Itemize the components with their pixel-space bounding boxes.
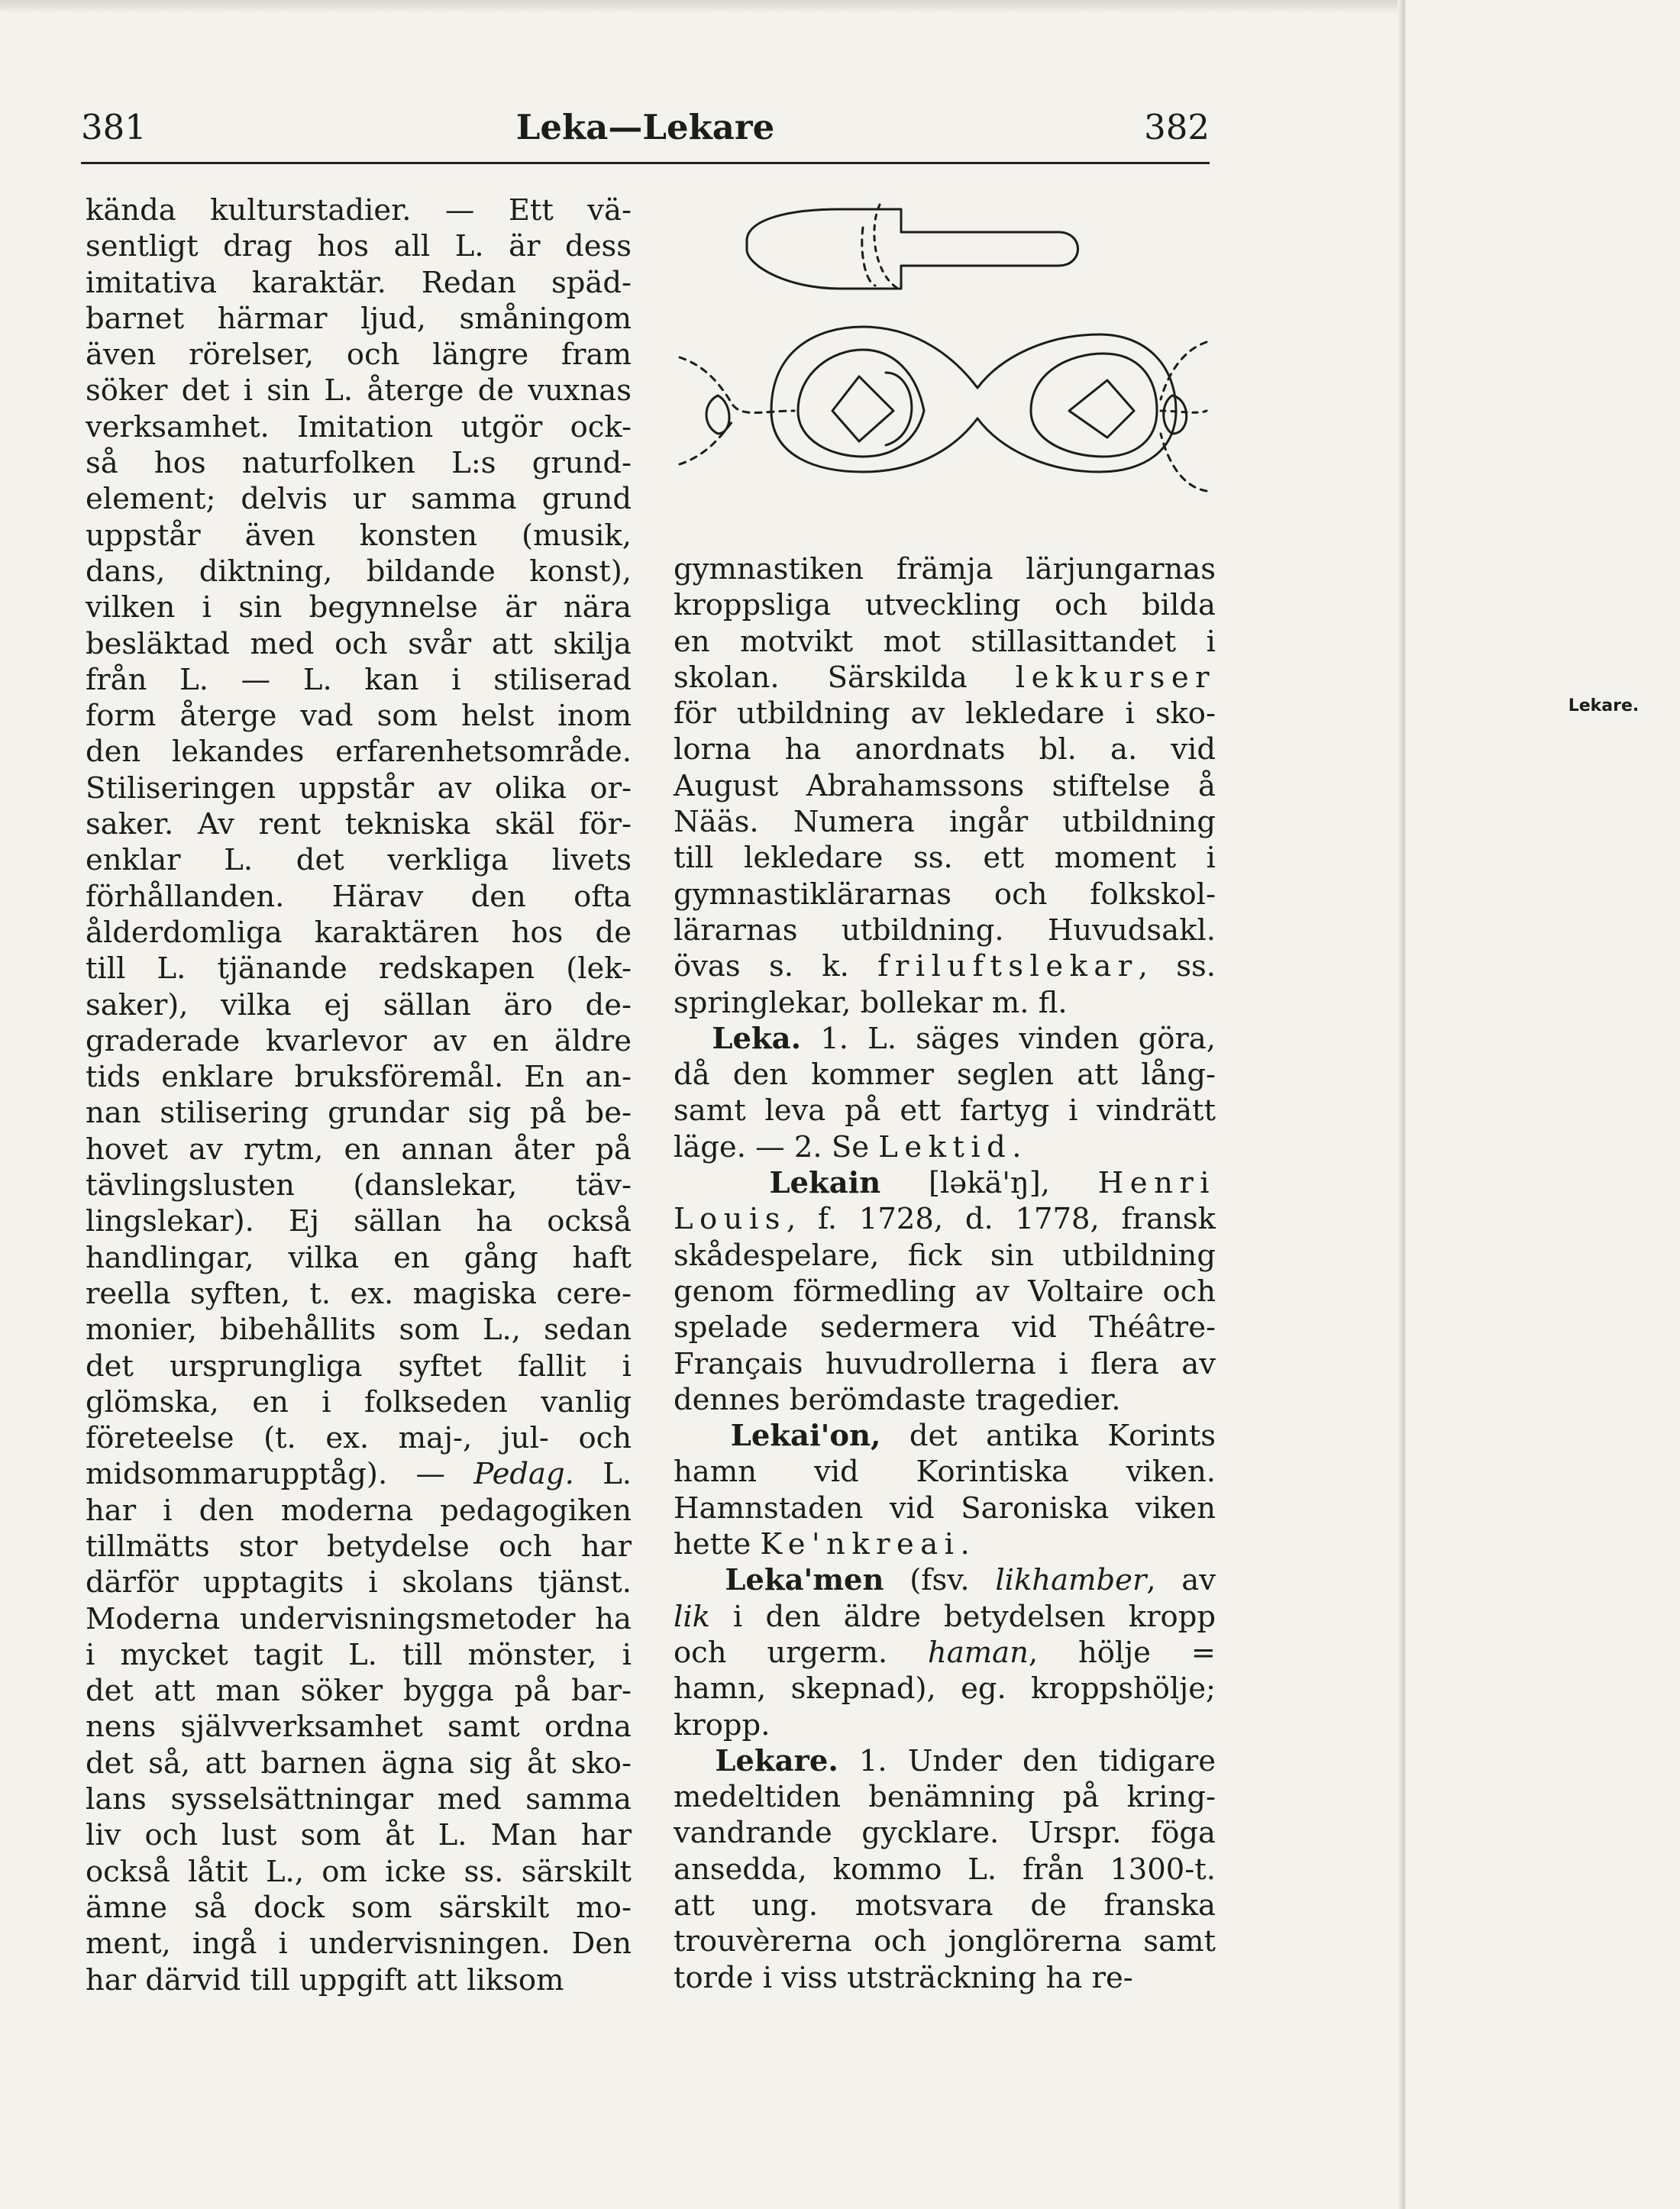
text-line: hamn, skepnad), eg. kroppshölje; <box>674 1671 1216 1707</box>
entry-lekaion <box>674 1418 1216 1454</box>
text-line: vandrande gycklare. Urspr. föga <box>674 1816 1216 1851</box>
left-triangle <box>832 376 893 441</box>
text-line <box>674 1526 1216 1562</box>
italic-reference: Pedag. <box>473 1457 574 1492</box>
text-segment: 1. L. säges vinden göra, <box>801 1021 1216 1056</box>
text-line <box>674 1635 1216 1671</box>
headword: Leka'men <box>725 1563 884 1598</box>
text-line: har därvid till uppgift att liksom <box>86 1962 564 1997</box>
text-segment: och urgerm. <box>674 1635 928 1670</box>
text-line: den lekandes erfarenhetsområde. <box>86 735 632 770</box>
right-triangle <box>1069 380 1134 438</box>
text-line: skådespelare, fick sin utbildning <box>674 1238 1216 1273</box>
text-segment: midsommarupptåg). — <box>86 1457 474 1492</box>
text-line: reella syften, t. ex. magiska cere- <box>86 1276 632 1311</box>
text-line: Hamnstaden vid Saroniska viken <box>674 1490 1216 1526</box>
text-line: hovet av rytm, en annan åter på <box>86 1132 632 1167</box>
text-segment: övas s. k. <box>674 949 878 984</box>
entry-lekain <box>674 1165 1216 1201</box>
text-segment: det antika Korints <box>880 1419 1216 1454</box>
text-line: imitativa karaktär. Redan späd- <box>86 265 632 300</box>
text-line: Stiliseringen uppstår av olika or- <box>86 770 632 806</box>
text-line <box>674 1129 1216 1165</box>
text-segment: . <box>960 1527 970 1562</box>
text-line <box>674 660 1216 696</box>
text-line: så hos naturfolken L:s grund- <box>86 446 632 481</box>
text-line: kropp. <box>674 1707 771 1742</box>
lower-piece-outline <box>771 327 1176 472</box>
text-line: glömska, en i folkseden vanlig <box>86 1384 632 1419</box>
text-line: tillmätts stor betydelse och har <box>86 1529 632 1564</box>
text-line: lingslekar). Ej sällan ha också <box>86 1204 632 1239</box>
page-edge-right <box>1397 0 1405 2209</box>
text-line: dans, diktning, bildande konst), <box>86 554 632 589</box>
place-name: Ke'nkreai <box>760 1527 961 1562</box>
text-segment: skolan. Särskilda <box>674 660 1016 695</box>
text-line: Nääs. Numera ingår utbildning <box>674 805 1216 840</box>
figure-caption: Lekare. <box>1568 696 1640 715</box>
text-line: kroppsliga utveckling och bilda <box>674 588 1216 623</box>
text-line: genom förmedling av Voltaire och <box>674 1274 1216 1309</box>
text-line: handlingar, vilka en gång haft <box>86 1240 632 1275</box>
text-line: det ursprungliga syftet fallit i <box>86 1348 632 1384</box>
headword: Lekare. <box>715 1743 838 1778</box>
text-segment: hette <box>674 1527 761 1562</box>
text-line: nens självverksamhet samt ordna <box>86 1710 632 1745</box>
text-line: besläktad med och svår att skilja <box>86 626 632 661</box>
text-line: barnet härmar ljud, småningom <box>86 301 632 336</box>
text-line: graderade kvarlevor av en äldre <box>86 1023 632 1058</box>
text-line: lorna ha anordnats bl. a. vid <box>674 732 1216 767</box>
pronunciation: [ləkä'ŋ], <box>880 1166 1098 1201</box>
text-line: lärarnas utbildning. Huvudsakl. <box>674 912 1216 948</box>
person-name: Louis <box>674 1202 787 1237</box>
text-line: gymnastiklärarnas och folkskol- <box>674 877 1216 912</box>
text-segment: . <box>1012 1129 1022 1164</box>
text-line: sentligt drag hos all L. är dess <box>86 229 632 264</box>
text-line: saker), vilka ej sällan äro de- <box>86 987 632 1022</box>
headword: Leka. <box>712 1021 802 1056</box>
text-line <box>674 948 1216 984</box>
headword: Lekain <box>769 1166 881 1201</box>
text-line <box>674 1599 1216 1635</box>
page-number-left: 381 <box>81 107 147 147</box>
entry-lekare <box>674 1743 1216 1779</box>
text-line: en motvikt mot stillasittandet i <box>674 624 1216 659</box>
text-line: ment, ingå i undervisningen. Den <box>86 1926 632 1962</box>
text-line: torde i viss utsträckning ha re- <box>674 1960 1133 1995</box>
right-loop <box>1031 354 1157 457</box>
text-line: nan stilisering grundar sig på be- <box>86 1096 632 1131</box>
text-line <box>86 1456 632 1492</box>
header-rule <box>81 162 1210 164</box>
text-line: också låtit L., om icke ss. särskilt <box>86 1854 632 1889</box>
text-line: Français huvudrollerna i flera av <box>674 1346 1216 1381</box>
entry-lekamen <box>674 1562 1216 1598</box>
text-line: springlekar, bollekar m. fl. <box>674 985 1068 1020</box>
person-name: Henri <box>1097 1166 1216 1201</box>
text-line: medeltiden benämning på kring- <box>674 1780 1216 1815</box>
string-left-lower <box>680 422 732 464</box>
headword: Lekai'on, <box>730 1419 881 1454</box>
text-segment: , hölje = <box>1028 1635 1216 1670</box>
text-line: hamn vid Korintiska viken. <box>674 1455 1216 1490</box>
text-line: tävlingslusten (danslekar, täv- <box>86 1168 632 1203</box>
top-piece-outline <box>747 209 1078 289</box>
text-line: i mycket tagit L. till mönster, i <box>86 1637 632 1672</box>
text-line: det så, att barnen ägna sig åt sko- <box>86 1746 632 1781</box>
string-left-upper <box>680 357 794 413</box>
text-line: därför upptagits i skolans tjänst. <box>86 1565 632 1600</box>
spaced-term: friluftslekar <box>877 949 1139 984</box>
text-segment: , av <box>1146 1563 1216 1598</box>
running-header <box>81 107 1210 160</box>
running-title: Leka—Lekare <box>515 107 775 147</box>
text-line: kända kulturstadier. — Ett vä- <box>86 193 632 228</box>
text-line: förhållanden. Härav den ofta <box>86 879 632 914</box>
italic-word: lik <box>674 1599 710 1634</box>
text-line: har i den moderna pedagogiken <box>86 1493 632 1528</box>
text-line: ansedda, kommo L. från 1300-t. <box>674 1852 1216 1887</box>
text-segment: , f. 1728, d. 1778, fransk <box>786 1202 1216 1237</box>
entry-leka <box>674 1021 1216 1057</box>
text-line: saker. Av rent tekniska skäl för- <box>86 807 632 842</box>
text-line: element; delvis ur samma grund <box>86 482 632 517</box>
text-line: söker det i sin L. återge de vuxnas <box>86 373 632 409</box>
text-segment: , ss. <box>1138 949 1216 984</box>
text-line: monier, bibehållits som L., sedan <box>86 1313 632 1348</box>
text-line: från L. — L. kan i stiliserad <box>86 662 632 697</box>
text-segment: 1. Under den tidigare <box>838 1743 1216 1778</box>
text-line: dennes berömdaste tragedier. <box>674 1382 1121 1417</box>
text-line: ämne så dock som särskilt mo- <box>86 1890 632 1925</box>
italic-word: likhamber <box>995 1563 1147 1598</box>
text-line: för utbildning av lekledare i sko- <box>674 696 1216 731</box>
top-dashed-curve-2 <box>874 205 898 289</box>
text-line: samt leva på ett fartyg i vindrätt <box>674 1093 1216 1129</box>
text-segment: läge. — 2. Se <box>674 1129 879 1164</box>
italic-word: haman <box>927 1635 1029 1670</box>
text-line: tids enklare bruksföremål. En an- <box>86 1060 632 1095</box>
right-column <box>674 551 1216 1996</box>
text-line: liv och lust som åt L. Man har <box>86 1818 632 1853</box>
text-line <box>674 1201 1216 1237</box>
text-line: Moderna undervisningsmetoder ha <box>86 1601 632 1636</box>
text-segment: L. <box>573 1457 632 1492</box>
bone-toy-illustration <box>672 182 1216 541</box>
text-line: det att man söker bygga på bar- <box>86 1674 632 1709</box>
spaced-term: lekkurser <box>1015 660 1216 695</box>
text-line: enklar L. det verkliga livets <box>86 843 632 878</box>
text-line: företeelse (t. ex. maj-, jul- och <box>86 1421 632 1456</box>
text-line: form återge vad som helst inom <box>86 699 632 734</box>
page-edge-top <box>0 0 1405 14</box>
left-column <box>86 192 632 1998</box>
text-line: spelade sedermera vid Théâtre- <box>674 1310 1216 1345</box>
left-knot <box>706 396 729 434</box>
page-number-right: 382 <box>1144 107 1210 147</box>
text-line: verksamhet. Imitation utgör ock- <box>86 409 632 444</box>
string-right-mid <box>1161 411 1207 412</box>
text-segment: (fsv. <box>884 1563 996 1598</box>
text-line: till lekledare ss. ett moment i <box>674 841 1216 876</box>
text-line: lans sysselsättningar med samma <box>86 1782 632 1817</box>
text-line: August Abrahamssons stiftelse å <box>674 768 1216 803</box>
cross-reference: Lektid <box>878 1129 1013 1164</box>
text-line: trouvèrerna och jonglörerna samt <box>674 1924 1216 1959</box>
text-line: att ung. motsvara de franska <box>674 1888 1216 1923</box>
text-line: vilken i sin begynnelse är nära <box>86 590 632 625</box>
text-line: även rörelser, och längre fram <box>86 337 632 373</box>
text-segment: i den äldre betydelsen kropp <box>709 1599 1216 1634</box>
text-line: då den kommer seglen att lång- <box>674 1058 1216 1093</box>
left-inner-arc <box>886 373 912 445</box>
text-line: ålderdomliga karaktären hos de <box>86 915 632 950</box>
top-dashed-curve <box>862 228 875 286</box>
text-line: gymnastiken främja lärjungarnas <box>674 552 1216 586</box>
text-line: till L. tjänande redskapen (lek- <box>86 951 632 987</box>
text-line: uppstår även konsten (musik, <box>86 518 632 553</box>
